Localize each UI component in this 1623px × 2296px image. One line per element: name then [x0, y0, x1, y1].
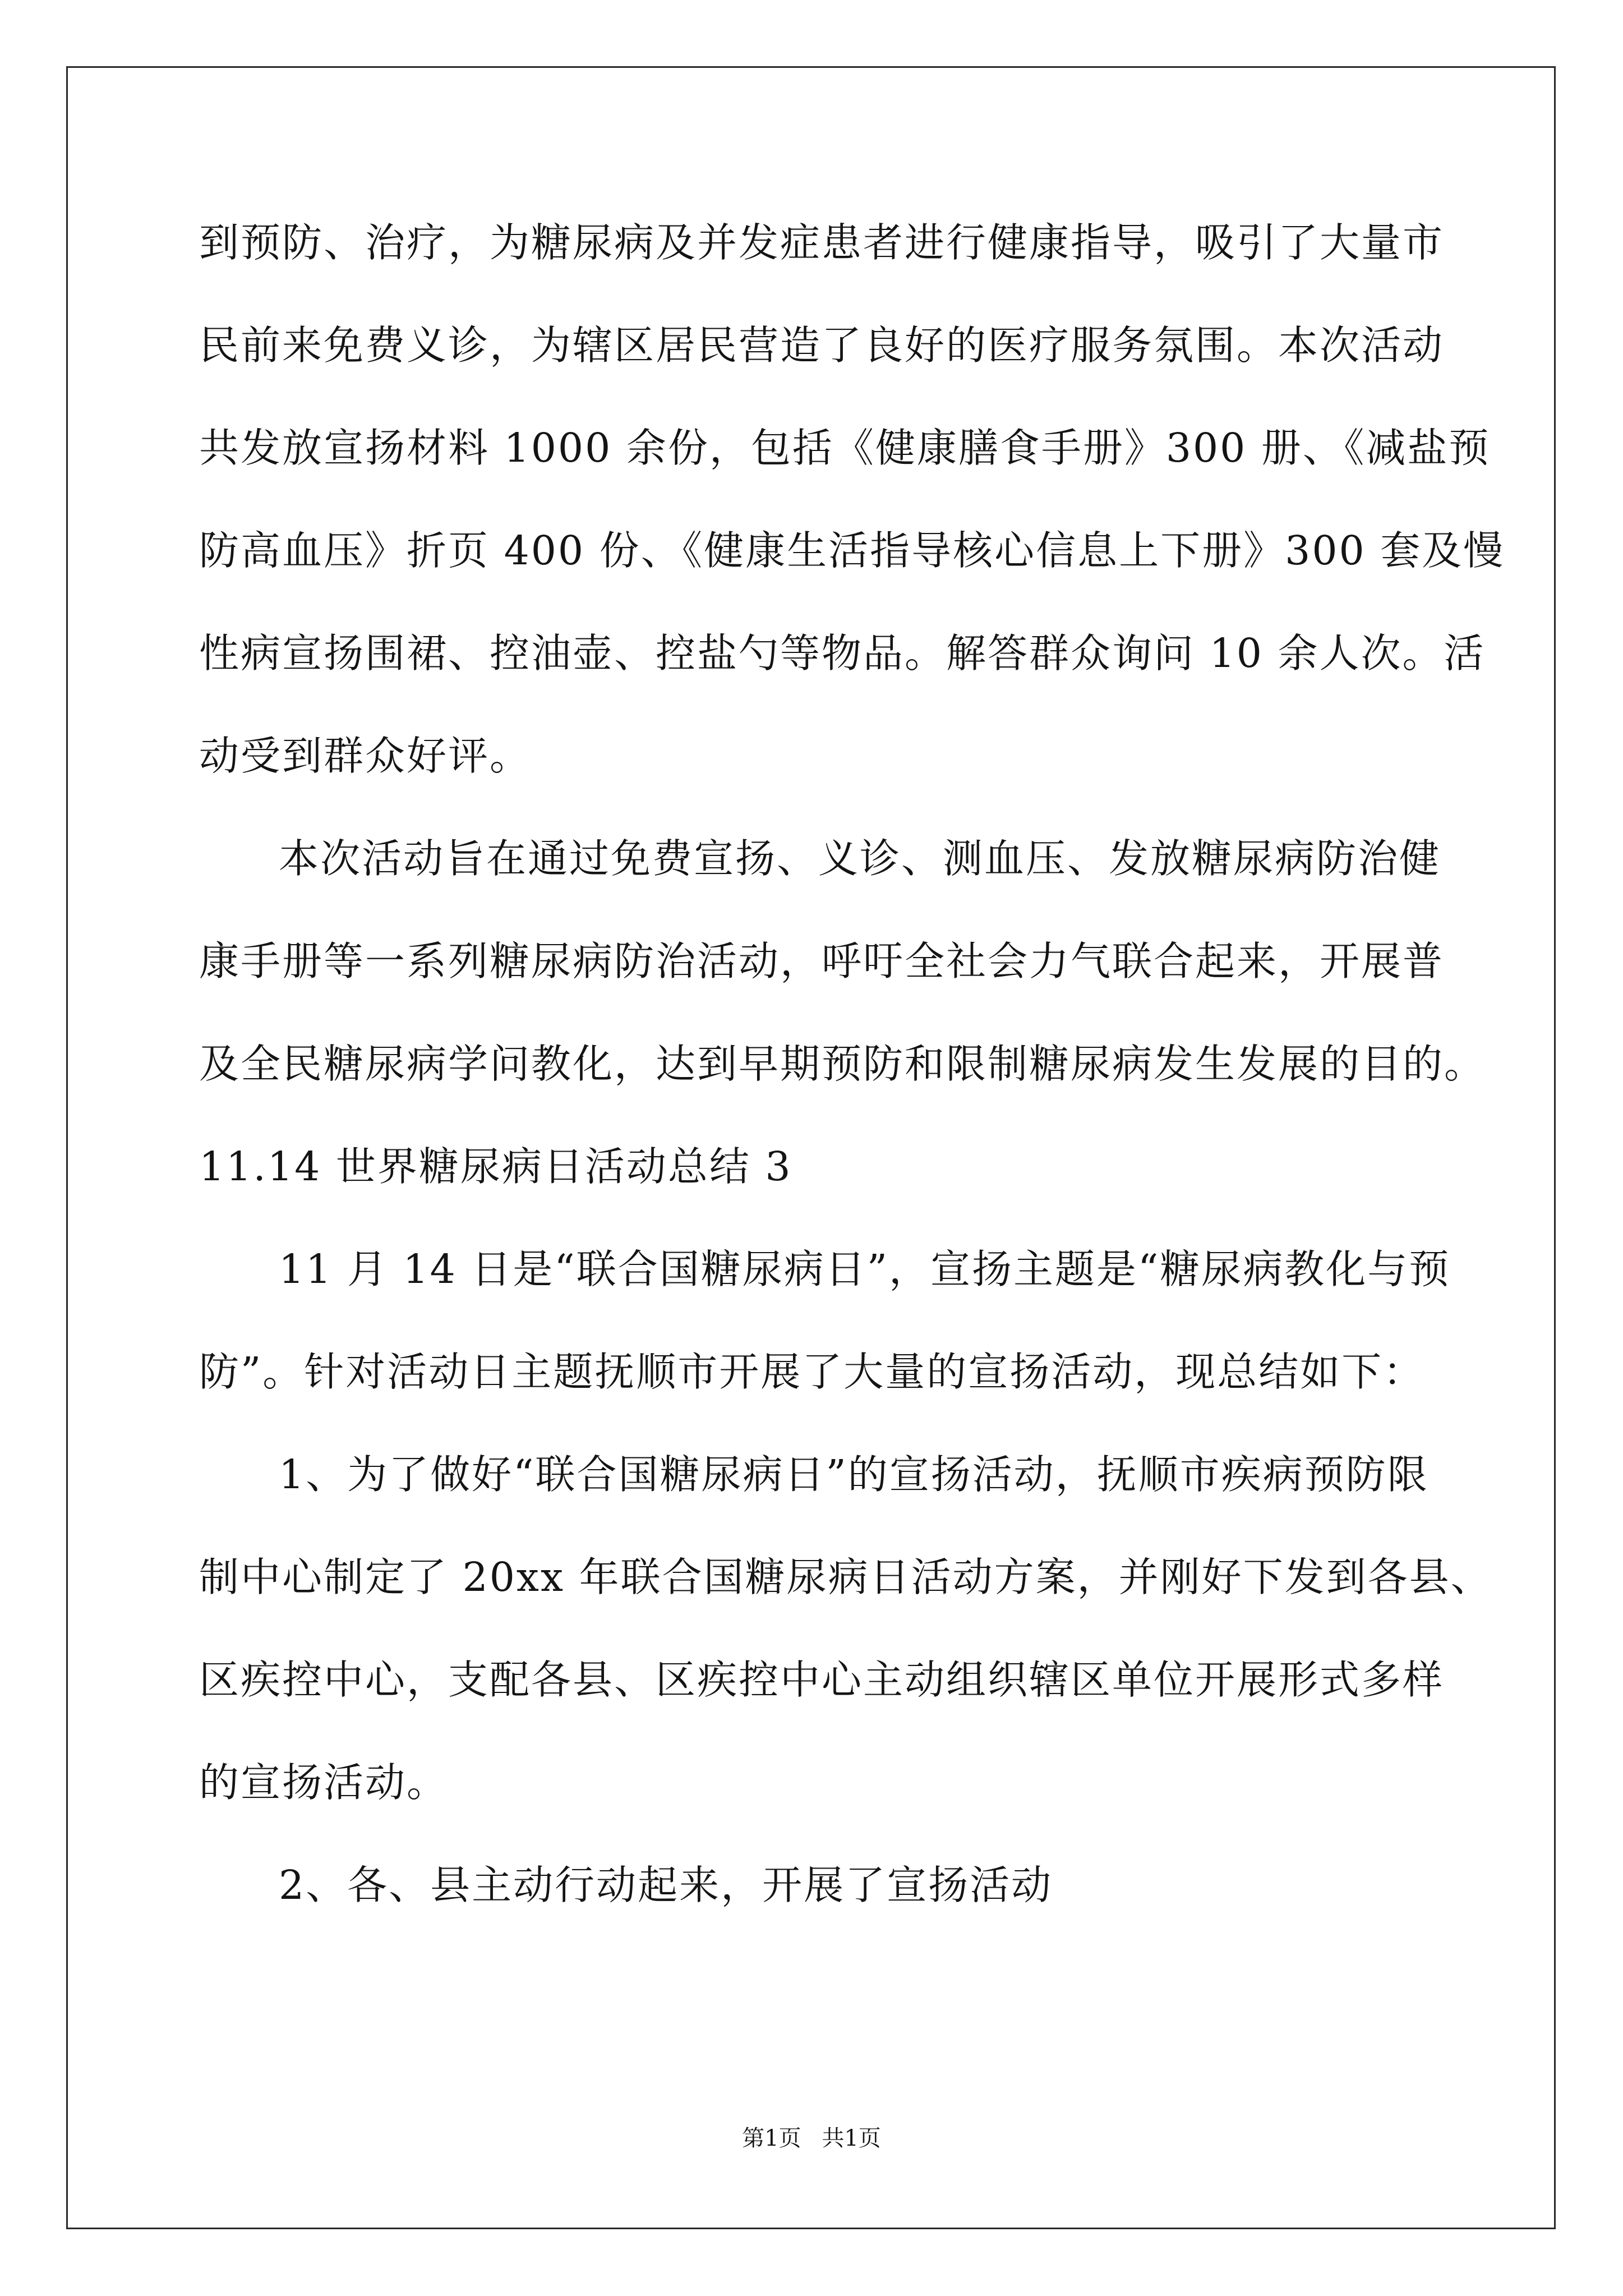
text-line: 防高血压》折页 400 份、《健康生活指导核心信息上下册》300 套及慢 — [199, 527, 1505, 574]
list-item-first-line: 1、为了做好“联合国糖尿病日”的宣扬活动，抚顺市疾病预防限 — [279, 1451, 1429, 1498]
section-heading: 11.14 世界糖尿病日活动总结 3 — [199, 1143, 792, 1190]
text-line: 防”。针对活动日主题抚顺市开展了大量的宣扬活动，现总结如下： — [199, 1349, 1425, 1395]
text-line: 康手册等一系列糖尿病防治活动，呼吁全社会力气联合起来，开展普 — [199, 938, 1445, 984]
list-item-first-line: 2、各、县主动行动起来，开展了宣扬活动 — [279, 1862, 1053, 1908]
page-footer — [0, 2123, 1623, 2154]
text-line: 到预防、治疗，为糖尿病及并发症患者进行健康指导，吸引了大量市 — [199, 219, 1445, 266]
text-line: 及全民糖尿病学问教化，达到早期预防和限制糖尿病发生发展的目的。 — [199, 1041, 1486, 1087]
paragraph-first-line: 本次活动旨在通过免费宣扬、义诊、测血压、发放糖尿病防治健 — [279, 835, 1441, 882]
text-line: 的宣扬活动。 — [199, 1759, 449, 1806]
page-total: 共1页 — [822, 2125, 881, 2151]
paragraph-first-line: 11 月 14 日是“联合国糖尿病日”，宣扬主题是“糖尿病教化与预 — [279, 1246, 1451, 1292]
text-line: 制中心制定了 20xx 年联合国糖尿病日活动方案，并刚好下发到各县、 — [199, 1554, 1492, 1600]
text-line: 动受到群众好评。 — [199, 733, 532, 779]
text-line: 共发放宣扬材料 1000 余份，包括《健康膳食手册》300 册、《减盐预 — [199, 425, 1491, 471]
page-number: 第1页 — [742, 2125, 801, 2151]
text-line: 区疾控中心，支配各县、区疾控中心主动组织辖区单位开展形式多样 — [199, 1657, 1445, 1703]
text-line: 民前来免费义诊，为辖区居民营造了良好的医疗服务氛围。本次活动 — [199, 322, 1445, 369]
text-line: 性病宣扬围裙、控油壶、控盐勺等物品。解答群众询问 10 余人次。活 — [199, 630, 1486, 677]
